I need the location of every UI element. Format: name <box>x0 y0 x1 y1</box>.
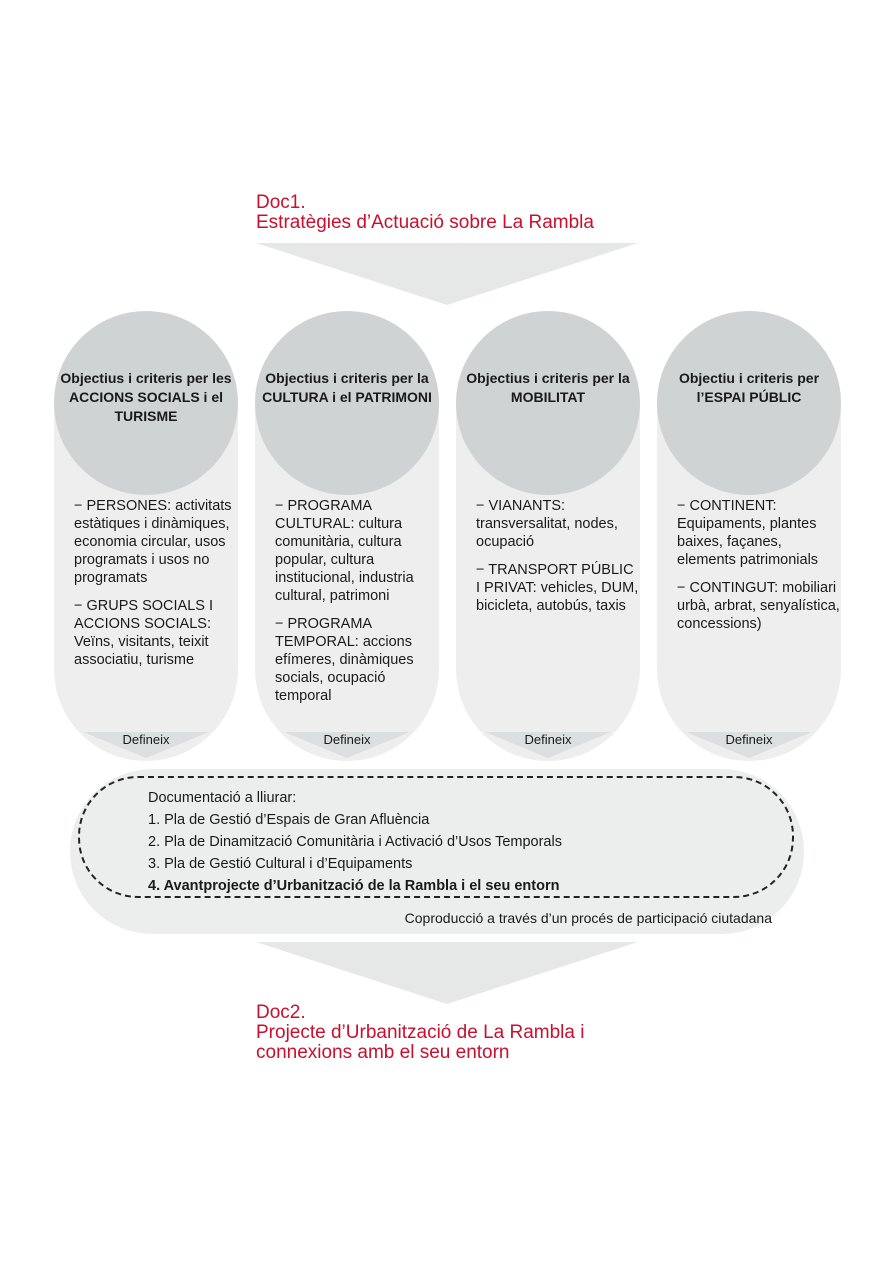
documentation-heading: Documentació a lliurar: <box>148 790 297 806</box>
doc2-heading <box>256 1003 584 1063</box>
doc2-label: Doc2. <box>256 1002 306 1023</box>
doc2-title-line1: Projecte d’Urbanització de La Rambla i <box>256 1022 585 1043</box>
column-mobility <box>456 311 640 761</box>
column-title: Objectius i criteris per la MOBILITAT <box>466 370 630 405</box>
defineix-label: Defineix <box>323 732 371 747</box>
arrow-down-bottom <box>256 942 638 1004</box>
doc1-heading <box>256 193 594 233</box>
documentation-list <box>148 787 562 897</box>
column-social <box>54 311 238 761</box>
doc2-title-line2: connexions amb el seu entorn <box>256 1042 510 1063</box>
documentation-item: 1. Pla de Gestió d’Espais de Gran Afluència <box>148 812 430 828</box>
column-culture <box>255 311 439 761</box>
column-body <box>476 497 640 625</box>
coproduction-note: Coproducció a través d’un procés de participació ciutadana <box>404 910 772 926</box>
column-item: − PROGRAMA CULTURAL: cultura comunitària, cultura popular, cultura institucional, industria cultural, patrimoni <box>275 498 414 604</box>
column-title: Objectiu i criteris per l’ESPAI PÚBLIC <box>678 370 820 405</box>
column-public-space <box>657 311 841 761</box>
defineix-label: Defineix <box>122 732 170 747</box>
documentation-item: 3. Pla de Gestió Cultural i d’Equipaments <box>148 856 413 872</box>
documentation-item: 4. Avantprojecte d’Urbanització de la Rambla i el seu entorn <box>148 878 560 894</box>
column-item: − VIANANTS: transversalitat, nodes, ocupació <box>476 498 618 550</box>
column-item: − PERSONES: activitats estàtiques i dinàmiques, economia circular, usos programats i usos no programats <box>74 498 232 586</box>
defineix-label: Defineix <box>524 732 572 747</box>
column-title: Objectius i criteris per les ACCIONS SOCIALS i el TURISME <box>60 370 232 424</box>
column-body <box>74 497 238 679</box>
column-body <box>275 497 439 715</box>
doc1-title: Estratègies d’Actuació sobre La Rambla <box>256 212 594 233</box>
column-body <box>677 497 841 643</box>
column-item: − CONTINGUT: mobiliari urbà, arbrat, senyalística, concessions) <box>677 580 840 632</box>
defineix-label: Defineix <box>725 732 773 747</box>
arrow-down-top <box>256 243 638 305</box>
column-item: − PROGRAMA TEMPORAL: accions efímeres, dinàmiques socials, ocupació temporal <box>275 616 414 704</box>
documentation-item: 2. Pla de Dinamització Comunitària i Activació d’Usos Temporals <box>148 834 562 850</box>
column-item: − GRUPS SOCIALS I ACCIONS SOCIALS: Veïns, visitants, teixit associatiu, turisme <box>74 598 214 668</box>
column-item: − CONTINENT: Equipaments, plantes baixes, façanes, elements patrimonials <box>677 498 819 568</box>
column-item: − TRANSPORT PÚBLIC I PRIVAT: vehicles, DUM, bicicleta, autobús, taxis <box>476 562 639 614</box>
column-title: Objectius i criteris per la CULTURA i el PATRIMONI <box>262 370 432 405</box>
doc1-label: Doc1. <box>256 192 306 213</box>
